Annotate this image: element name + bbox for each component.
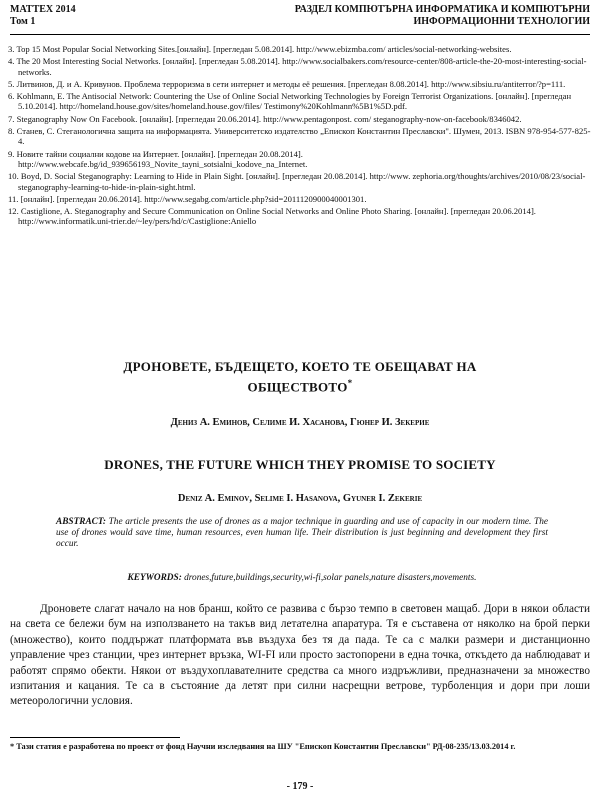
reference-item: 12. Castiglione, A. Steganography and Secure Communication on Online Social Networks and Online Photo Sharing. [онлайн]. [прегледан 20.06.2014]. http://www.informatik.uni-trier.de/~ley/pers/hd/c/Castiglione:Aniello xyxy=(8,206,536,227)
reference-item: 5. Литвинов, Д. и А. Кривунов. Проблема терроризма в сети интернет и методы её решения. [прегледан 8.08.2014]. http://www.sibsiu.ru/antiterror/?p=111. xyxy=(8,78,566,89)
reference-item: 7. Steganography Now On Facebook. [онлайн]. [прегледан 20.06.2014]. http://www.pentagonpost. com/ steganography-now-on-facebook/8346042. xyxy=(8,113,522,124)
article-title-bg xyxy=(20,358,580,395)
page-header xyxy=(10,4,590,35)
reference-item: 8. Станев, С. Стеганологична защита на информацията. Университетско издателство „Епископ Константин Преславски". Шумен, 2013. ISBN 978-954-577-825-4. xyxy=(8,126,591,147)
article-title-bg-line2: ОБЩЕСТВОТО xyxy=(247,379,348,395)
reference-item: 10. Boyd, D. Social Steganography: Learning to Hide in Plain Sight. [онлайн]. [прегледан 20.08.2014]. http://www. zephoria.org/thoughts/archives/2010/08/23/social-steganography-learning-to-hide-in-plain-sight.html. xyxy=(8,171,586,192)
article-title-bg-line2-wrap xyxy=(20,375,580,395)
reference-list xyxy=(8,44,592,229)
reference-item: 9. Новите тайни социални кодове на Интернет. [онлайн]. [прегледан 20.08.2014]. http://www.webcafe.bg/id_939656193_Novite_tayni_sotsialni_kodove_na_Internet. xyxy=(8,148,308,169)
section-title-line1: РАЗДЕЛ КОМПЮТЪРНА ИНФОРМАТИКА И КОМПЮТЪРНИ xyxy=(294,4,590,15)
page-number: - 179 - xyxy=(286,781,314,792)
article-title-en: DRONES, THE FUTURE WHICH THEY PROMISE TO SOCIETY xyxy=(104,457,496,472)
footnote-marker: * xyxy=(347,378,353,388)
section-title xyxy=(295,4,590,28)
abstract xyxy=(56,517,548,550)
keywords-text: drones,future,buildings,security,wi-fi,solar panels,nature disasters,movements. xyxy=(181,573,477,583)
footnote-divider xyxy=(10,737,180,738)
journal-info xyxy=(10,4,76,28)
journal-name: MATTEX 2014 xyxy=(10,4,76,15)
section-title-line2: ИНФОРМАЦИОННИ ТЕХНОЛОГИИ xyxy=(413,16,590,27)
reference-item: 6. Kohlmann, E. The Antisocial Network: Countering the Use of Online Social Networking Technologies by Foreign Terrorist Organizations. [онлайн]. [прегледан 5.10.2014]. http://homeland.house.gov/sites/homeland.house.gov/files/ Testimony%20Kohlmann%5B1%5D.pdf. xyxy=(8,91,572,112)
authors-en: Deniz A. Eminov, Selime I. Hasanova, Gyuner I. Zekerie xyxy=(177,493,423,504)
authors-bg: Дениз А. Еминов, Селиме И. Хасанова, Гюнер И. Зекерие xyxy=(170,417,430,428)
keywords xyxy=(56,573,548,583)
footnote: * Тази статия е разработена по проект от фонд Научни изследвания на ШУ "Епископ Константин Преславски" РД-08-235/13.03.2014 г. xyxy=(10,742,516,751)
abstract-label: ABSTRACT: xyxy=(56,517,106,527)
keywords-label: KEYWORDS: xyxy=(127,573,182,583)
reference-item: 3. Top 15 Most Popular Social Networking Sites.[онлайн]. [прегледан 5.08.2014]. http://www.ebizmba.com/ articles/social-networking-websites. xyxy=(8,44,512,54)
abstract-text: The article presents the use of drones as a major technique in guarding and use of capacity in our modern time. The use of drones would save time, human resources, even human life. Their distribution is just beginning and development they first occur. xyxy=(56,517,548,549)
reference-item: 4. The 20 Most Interesting Social Networks. [онлайн]. [прегледан 5.08.2014]. http://www.socialbakers.com/resource-center/808-article-the-20-most-interesting-social-networks. xyxy=(8,56,587,77)
article-title-bg-line1: ДРОНОВЕТЕ, БЪДЕЩЕТО, КОЕТО ТЕ ОБЕЩАВАТ НА xyxy=(123,359,477,374)
journal-volume: Том 1 xyxy=(10,16,36,27)
reference-item: 11. [онлайн]. [прегледан 20.06.2014]. http://www.segabg.com/article.php?sid=2011120900040001301. xyxy=(8,193,367,204)
body-paragraph: Дроновете слагат начало на нов бранш, който се развива с бързо темпо в световен мащаб. Дори в някои области на света се бележи бум на използването на такъв вид летателна апаратура. Тя е съставена от няколко на брой перки (множество), които поддържат платформата във въздуха без тя да пада. Те са с малки размери и дистанционно управление чрез станции, чрез интернет връзка, WI-FI или просто застопорени в една точка, откъдето да наблюдават и работят спрямо обекти. Някои от въздухоплавателните средства са много издръжливи, предназначени за множество изпитания и кацания. Те са в състояние да летят при силни насрещни ветрове, турболенция и дори при лоши метеорологични условия. xyxy=(10,603,590,708)
